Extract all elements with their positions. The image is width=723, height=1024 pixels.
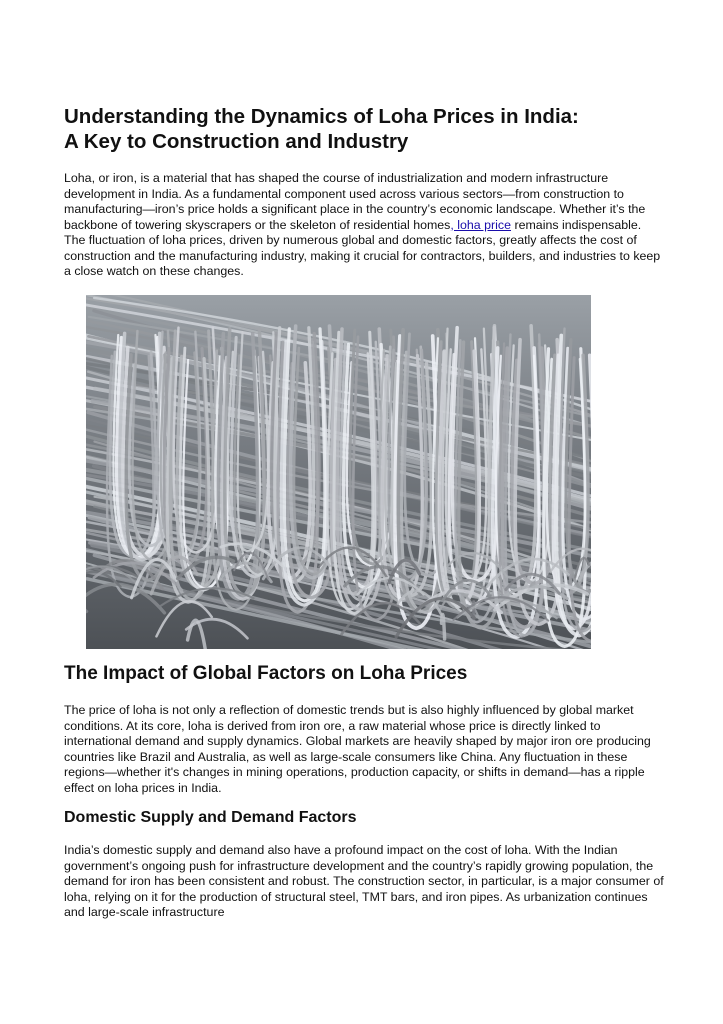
domestic-factors-paragraph: India’s domestic supply and demand also have a profound impact on the cost of loha. With the Indian government’s ongoing push for infrastructure development and the country’s rapidly growing population, the demand for iron has been consistent and robust. The construction sector, in particular, is a major consumer of loha, relying on it for the production of structural steel, TMT bars, and iron pipes. As urbanization continues and large-scale infrastructure xyxy=(64,843,664,919)
section-heading-domestic-factors: Domestic Supply and Demand Factors xyxy=(64,809,357,826)
global-factors-paragraph: The price of loha is not only a reflection of domestic trends but is also highly influenced by global market conditions. At its core, loha is derived from iron ore, a raw material whose price is directly linked to international demand and supply dynamics. Global markets are heavily shaped by major iron ore producing countries like Brazil and Australia, as well as large-scale consumers like China. Any fluctuation in these regions—whether it's changes in mining operations, production capacity, or shifts in demand—has a ripple effect on loha prices in India. xyxy=(64,703,651,795)
intro-text-before-link: Loha, or iron, is a material that has shaped the course of industrialization and modern infrastructure development in India. As a fundamental component used across various sectors—from construction to manufacturing—iron’s price holds a significant place in the country’s economic landscape. Whether it’s the backbone of towering skyscrapers or the skeleton of residential homes xyxy=(64,171,646,232)
document-title-line-1: Understanding the Dynamics of Loha Prices in India: xyxy=(64,105,579,128)
section-heading-global-factors: The Impact of Global Factors on Loha Prices xyxy=(64,663,468,684)
document-title-line-2: A Key to Construction and Industry xyxy=(64,130,409,153)
intro-paragraph xyxy=(64,171,664,280)
document-title xyxy=(64,104,664,154)
loha-price-link[interactable]: , loha price xyxy=(450,217,512,232)
intro-text-after-link: remains indispensable. The fluctuation of loha prices, driven by numerous global and domestic factors, greatly affects the cost of construction and the manufacturing industry, making it crucial for contractors, builders, and industries to keep a close watch on these changes. xyxy=(64,217,661,278)
iron-rebar-photo xyxy=(86,295,591,649)
